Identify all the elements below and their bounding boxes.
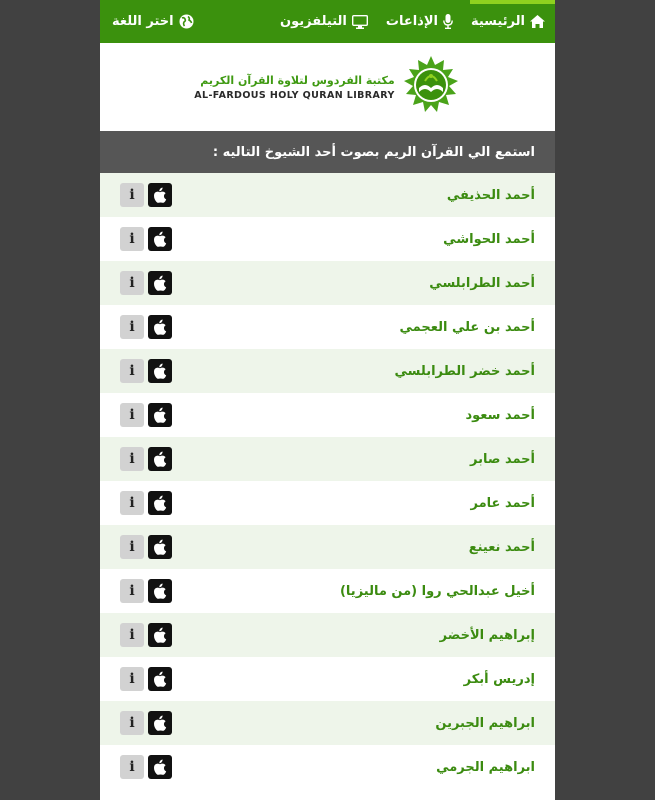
info-button[interactable] bbox=[120, 403, 144, 427]
reciter-name-link[interactable]: ابراهيم الجبرين bbox=[435, 715, 535, 731]
reciter-name-link[interactable]: أحمد بن علي العجمي bbox=[399, 319, 535, 335]
reciter-actions bbox=[120, 403, 172, 427]
nav-radio[interactable] bbox=[386, 14, 453, 29]
home-icon bbox=[530, 15, 545, 28]
apple-app-button[interactable] bbox=[148, 535, 172, 559]
brand-text bbox=[194, 73, 395, 102]
reciter-actions bbox=[120, 623, 172, 647]
info-button[interactable] bbox=[120, 271, 144, 295]
reciter-actions bbox=[120, 315, 172, 339]
nav-radio-label: الإذاعات bbox=[385, 14, 438, 29]
microphone-icon bbox=[443, 14, 453, 29]
info-button[interactable] bbox=[120, 183, 144, 207]
info-icon: i bbox=[129, 627, 135, 643]
apple-icon bbox=[153, 627, 167, 643]
apple-app-button[interactable] bbox=[148, 667, 172, 691]
apple-icon bbox=[153, 363, 167, 379]
nav-language-label: اختر اللغة bbox=[112, 14, 174, 29]
reciter-actions bbox=[120, 271, 172, 295]
globe-icon bbox=[179, 14, 194, 29]
apple-app-button[interactable] bbox=[148, 579, 172, 603]
reciter-actions bbox=[120, 227, 172, 251]
reciter-name-link[interactable]: أحمد الحذيفي bbox=[446, 187, 535, 203]
info-icon: i bbox=[129, 495, 135, 511]
reciter-actions bbox=[120, 535, 172, 559]
apple-icon bbox=[153, 495, 167, 511]
quran-emblem-icon bbox=[401, 55, 461, 119]
info-icon: i bbox=[129, 187, 135, 203]
apple-icon bbox=[153, 319, 167, 335]
apple-icon bbox=[153, 671, 167, 687]
reciter-row bbox=[100, 481, 555, 525]
reciter-row bbox=[100, 393, 555, 437]
apple-icon bbox=[153, 407, 167, 423]
nav-language[interactable] bbox=[112, 14, 194, 29]
apple-icon bbox=[153, 275, 167, 291]
info-button[interactable] bbox=[120, 491, 144, 515]
reciter-actions bbox=[120, 755, 172, 779]
reciter-name-link[interactable]: أحمد الحواشي bbox=[443, 231, 535, 247]
reciter-actions bbox=[120, 667, 172, 691]
brand-name-english: AL-FARDOUS HOLY QURAN LIBRARY bbox=[194, 89, 395, 101]
nav-home-label: الرئيسية bbox=[470, 14, 525, 29]
brand-header bbox=[100, 43, 555, 131]
apple-icon bbox=[153, 451, 167, 467]
info-button[interactable] bbox=[120, 667, 144, 691]
info-icon: i bbox=[129, 451, 135, 467]
reciter-row bbox=[100, 525, 555, 569]
reciter-actions bbox=[120, 183, 172, 207]
nav-tv-label: التيلفزيون bbox=[280, 14, 347, 29]
reciter-name-link[interactable]: إبراهيم الأخضر bbox=[439, 627, 535, 643]
info-icon: i bbox=[129, 363, 135, 379]
section-title: استمع الي القرآن الريم بصوت أحد الشيوخ التاليه : bbox=[100, 131, 555, 173]
info-button[interactable] bbox=[120, 359, 144, 383]
reciter-row bbox=[100, 261, 555, 305]
apple-icon bbox=[153, 715, 167, 731]
apple-app-button[interactable] bbox=[148, 271, 172, 295]
reciter-actions bbox=[120, 359, 172, 383]
logo[interactable] bbox=[194, 55, 461, 119]
info-icon: i bbox=[129, 671, 135, 687]
info-icon: i bbox=[129, 319, 135, 335]
reciter-name-link[interactable]: أحمد صابر bbox=[470, 451, 535, 467]
active-indicator bbox=[470, 0, 555, 4]
apple-app-button[interactable] bbox=[148, 227, 172, 251]
apple-icon bbox=[153, 187, 167, 203]
reciter-name-link[interactable]: أحمد سعود bbox=[465, 407, 535, 423]
info-button[interactable] bbox=[120, 755, 144, 779]
apple-app-button[interactable] bbox=[148, 711, 172, 735]
nav-tv[interactable] bbox=[280, 14, 368, 29]
info-icon: i bbox=[129, 715, 135, 731]
apple-app-button[interactable] bbox=[148, 447, 172, 471]
info-icon: i bbox=[129, 275, 135, 291]
reciter-name-link[interactable]: أخيل عبدالحي روا (من ماليزيا) bbox=[339, 583, 535, 599]
apple-icon bbox=[153, 231, 167, 247]
reciter-actions bbox=[120, 579, 172, 603]
top-nav bbox=[100, 0, 555, 43]
info-icon: i bbox=[129, 407, 135, 423]
reciter-actions bbox=[120, 447, 172, 471]
info-button[interactable] bbox=[120, 447, 144, 471]
info-icon: i bbox=[129, 231, 135, 247]
apple-icon bbox=[153, 539, 167, 555]
reciter-name-link[interactable]: أحمد خضر الطرابلسي bbox=[394, 363, 535, 379]
apple-app-button[interactable] bbox=[148, 183, 172, 207]
apple-app-button[interactable] bbox=[148, 755, 172, 779]
monitor-icon bbox=[352, 15, 368, 29]
info-button[interactable] bbox=[120, 711, 144, 735]
reciter-name-link[interactable]: أحمد الطرابلسي bbox=[429, 275, 535, 291]
reciter-row bbox=[100, 701, 555, 745]
info-icon: i bbox=[129, 759, 135, 775]
apple-icon bbox=[153, 583, 167, 599]
reciter-name-link[interactable]: إدريس أبكر bbox=[463, 671, 535, 687]
info-button[interactable] bbox=[120, 535, 144, 559]
info-icon: i bbox=[129, 583, 135, 599]
reciter-row bbox=[100, 173, 555, 217]
reciter-row bbox=[100, 613, 555, 657]
reciter-actions bbox=[120, 711, 172, 735]
apple-app-button[interactable] bbox=[148, 491, 172, 515]
reciter-name-link[interactable]: ابراهيم الجرمي bbox=[436, 759, 535, 775]
apple-icon bbox=[153, 759, 167, 775]
apple-app-button[interactable] bbox=[148, 359, 172, 383]
info-button[interactable] bbox=[120, 227, 144, 251]
info-button[interactable] bbox=[120, 623, 144, 647]
reciter-list bbox=[100, 173, 555, 789]
reciter-row bbox=[100, 569, 555, 613]
reciter-row bbox=[100, 437, 555, 481]
info-icon: i bbox=[129, 539, 135, 555]
page bbox=[100, 0, 555, 800]
info-button[interactable] bbox=[120, 315, 144, 339]
brand-name-arabic: مكتبة الفردوس لتلاوة القرآن الكريم bbox=[200, 73, 395, 87]
apple-app-button[interactable] bbox=[148, 315, 172, 339]
reciter-row bbox=[100, 657, 555, 701]
apple-app-button[interactable] bbox=[148, 403, 172, 427]
reciter-name-link[interactable]: أحمد نعينع bbox=[468, 539, 535, 555]
reciter-row bbox=[100, 217, 555, 261]
nav-home[interactable] bbox=[471, 14, 545, 29]
reciter-row bbox=[100, 349, 555, 393]
info-button[interactable] bbox=[120, 579, 144, 603]
reciter-row bbox=[100, 305, 555, 349]
reciter-actions bbox=[120, 491, 172, 515]
reciter-row bbox=[100, 745, 555, 789]
reciter-name-link[interactable]: أحمد عامر bbox=[470, 495, 535, 511]
apple-app-button[interactable] bbox=[148, 623, 172, 647]
